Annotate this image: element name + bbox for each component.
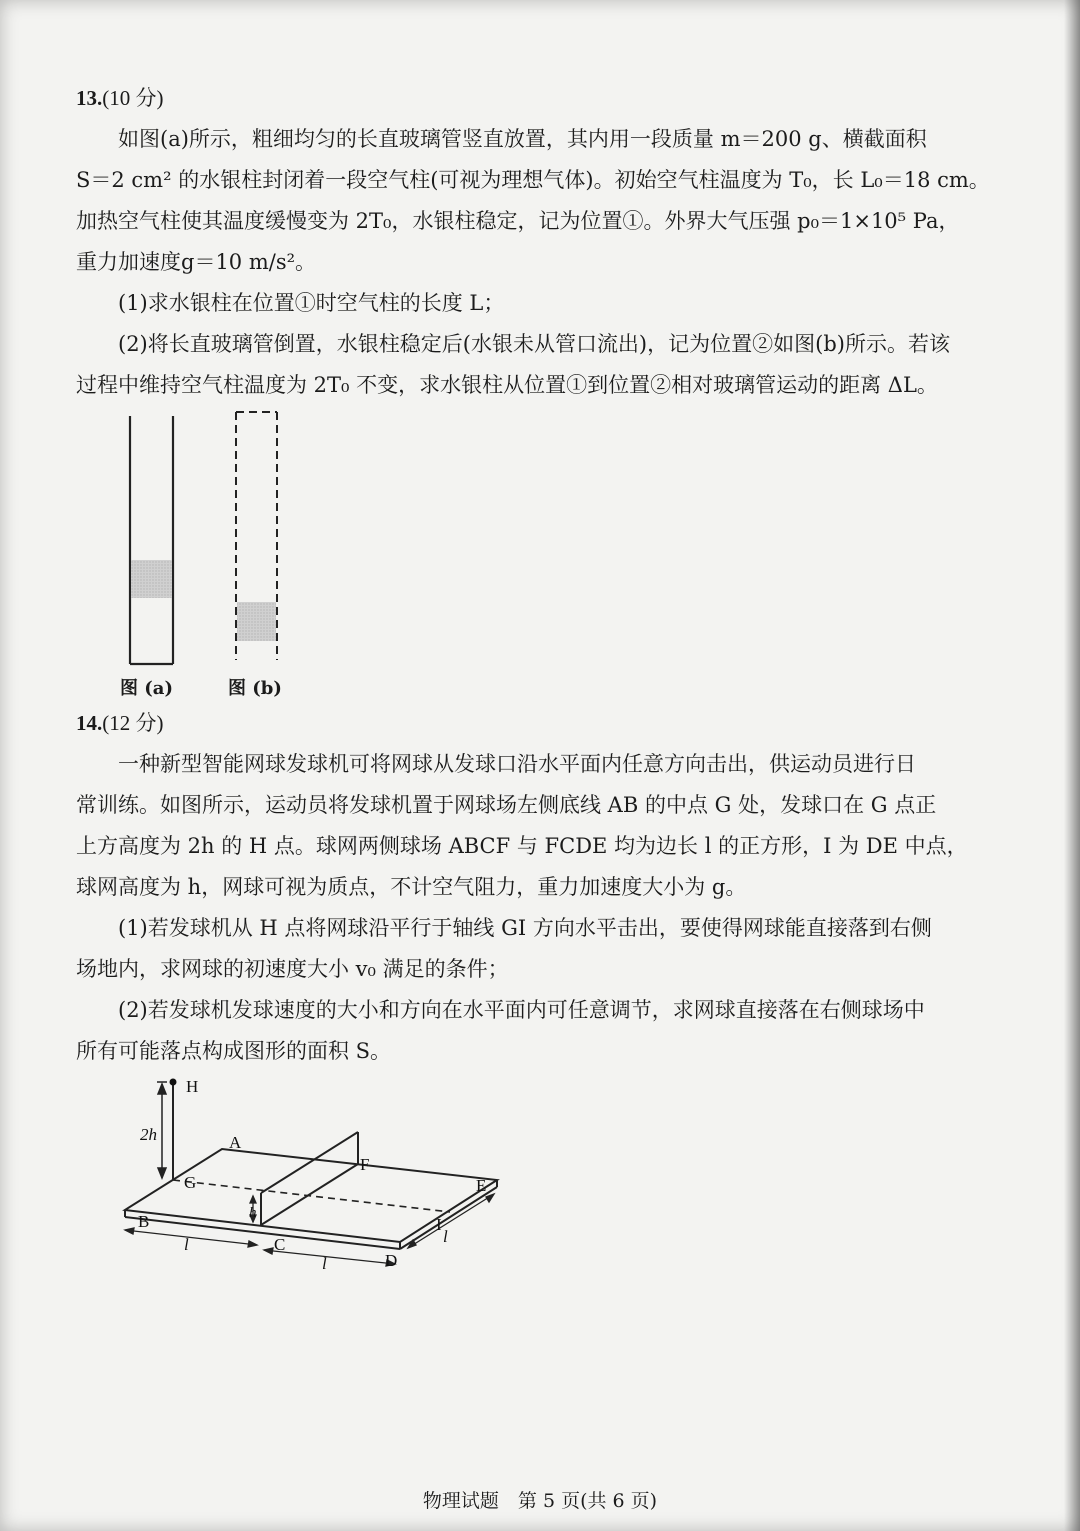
q13-part-2-line-1: (2)将长直玻璃管倒置，水银柱稳定后(水银未从管口流出)，记为位置②如图(b)所示。若该 (118, 332, 950, 356)
q14-number: 14. (76, 711, 103, 735)
page-footer: 物理试题 第 5 页(共 6 页) (422, 1490, 658, 1512)
point-h (170, 1079, 177, 1086)
label-g: G (184, 1173, 197, 1192)
label-e: E (476, 1176, 487, 1195)
q14-part-1-line-2: 场地内，求网球的初速度大小 v₀ 满足的条件； (76, 957, 509, 981)
q14-stem-line-3: 上方高度为 2h 的 H 点。球网两侧球场 ABCF 与 FCDE 均为边长 l 的正方形，I 为 DE 中点， (76, 834, 968, 858)
q14-stem-line-2: 常训练。如图所示，运动员将发球机置于网球场左侧底线 AB 的中点 G 处，发球口在 G 点正 (76, 793, 937, 817)
q13-part-1: (1)求水银柱在位置①时空气柱的长度 L； (118, 291, 505, 315)
q14-stem-line-4: 球网高度为 h，网球可视为质点，不计空气阻力，重力加速度大小为 g。 (76, 875, 747, 899)
mercury-column-b (237, 602, 276, 641)
tube-a (130, 416, 173, 664)
label-2h: 2h (140, 1125, 157, 1144)
q13-figure-tubes (110, 408, 310, 670)
q13-stem-line-4: 重力加速度g＝10 m/s²。 (76, 250, 317, 274)
label-l-1: l (184, 1235, 189, 1254)
label-d: D (385, 1251, 398, 1270)
fig-a-caption: 图 (a) (120, 678, 173, 699)
q13-stem-line-3: 加热空气柱使其温度缓慢变为 2T₀，水银柱稳定，记为位置①。外界大气压强 p₀＝1×10⁵ Pa， (76, 209, 960, 233)
label-c: C (274, 1235, 286, 1254)
label-h: H (186, 1077, 199, 1096)
q14-points: (12 分) (102, 711, 164, 735)
axis-gi (173, 1180, 450, 1212)
q13-points: (10 分) (102, 86, 164, 110)
question-13 (76, 78, 1016, 406)
q14-part-1-line-1: (1)若发球机从 H 点将网球沿平行于轴线 GI 方向水平击出，要使得网球能直接落到右侧 (118, 916, 932, 940)
net-base-line (261, 1164, 358, 1225)
fig-b-caption: 图 (b) (228, 678, 282, 699)
label-l-3: l (443, 1227, 448, 1246)
q14-part-2-line-1: (2)若发球机发球速度的大小和方向在水平面内可任意调节，求网球直接落在右侧球场中 (118, 998, 925, 1022)
question-14 (76, 703, 1016, 1072)
q13-number: 13. (76, 86, 103, 110)
label-h-net: h (249, 1205, 257, 1221)
q14-stem-line-1: 一种新型智能网球发球机可将网球从发球口沿水平面内任意方向击出，供运动员进行日 (118, 752, 916, 776)
q14-part-2-line-2: 所有可能落点构成图形的面积 S。 (76, 1039, 392, 1063)
label-l-2: l (322, 1254, 327, 1273)
page-edge-shadow (1064, 0, 1080, 1531)
tube-b (236, 412, 277, 660)
q14-court-figure (110, 1070, 510, 1295)
label-a: A (229, 1133, 242, 1152)
q13-header (76, 78, 1016, 119)
q13-part-2-line-2: 过程中维持空气柱温度为 2T₀ 不变，求水银柱从位置①到位置②相对玻璃管运动的距离 ΔL。 (76, 373, 938, 397)
label-f: F (360, 1155, 370, 1174)
mercury-column-a (131, 560, 172, 598)
label-i: I (436, 1215, 442, 1234)
q13-stem-line-2: S＝2 cm² 的水银柱封闭着一段空气柱(可视为理想气体)。初始空气柱温度为 T₀，长 L₀＝18 cm。 (76, 168, 990, 192)
label-b: B (138, 1212, 150, 1231)
q14-header (76, 703, 1016, 744)
q13-stem-line-1: 如图(a)所示，粗细均匀的长直玻璃管竖直放置，其内用一段质量 m＝200 g、横截面积 (118, 127, 927, 151)
dim-2h (157, 1082, 167, 1178)
